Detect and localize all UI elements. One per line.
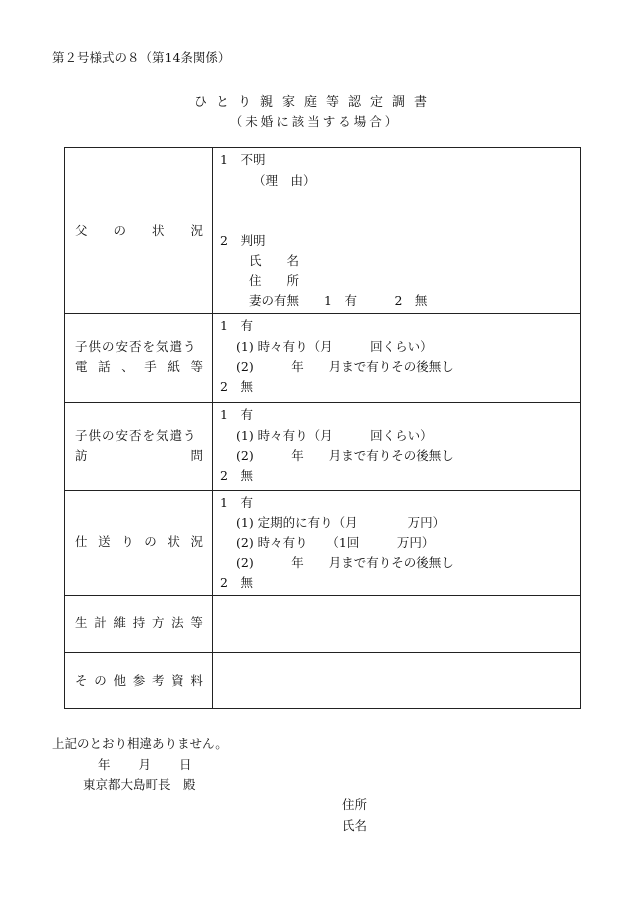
phone-yes: 1 有 — [220, 318, 253, 333]
livelihood-label — [75, 613, 203, 633]
father-name-field: 氏 名 — [249, 253, 300, 268]
visit-until: (2) 年 月まで有りその後無し — [236, 448, 454, 463]
label-char: り — [121, 534, 134, 549]
label-line1: 子供の安否を気遣う — [75, 428, 197, 443]
row-divider — [65, 313, 580, 314]
document-title: ひとり親家庭等認定調書 — [193, 95, 436, 110]
label-char: 状 — [167, 534, 180, 549]
label-char: 訪 — [75, 448, 88, 463]
phone-until: (2) 年 月まで有りその後無し — [236, 359, 454, 374]
visit-yes: 1 有 — [220, 407, 253, 422]
label-line — [75, 221, 203, 241]
date-line: 年 月 日 — [98, 757, 193, 772]
visit-no: 2 無 — [220, 468, 253, 483]
phone-letter-label — [75, 337, 203, 377]
label-line — [75, 671, 203, 691]
row-divider — [65, 402, 580, 403]
label-char: の — [113, 223, 126, 238]
applicant-address-label: 住所 — [342, 797, 368, 812]
certification-table — [64, 147, 581, 709]
father-reason: （理 由） — [253, 173, 316, 188]
label-char: 他 — [113, 673, 126, 688]
label-char: 考 — [151, 673, 165, 688]
label-char: 問 — [190, 448, 203, 463]
label-line — [75, 532, 203, 552]
remittance-yes: 1 有 — [220, 495, 253, 510]
label-line — [75, 613, 203, 633]
father-unknown: 1 不明 — [220, 152, 266, 167]
label-char: 資 — [171, 673, 184, 688]
father-status-label — [75, 221, 203, 241]
father-known: 2 判明 — [220, 233, 266, 248]
recipient-line: 東京都大島町長 殿 — [83, 777, 196, 792]
other-reference-label — [75, 671, 203, 691]
label-char: 、 — [121, 359, 134, 374]
label-char: 話 — [98, 359, 111, 374]
label-char: 父 — [75, 223, 88, 238]
row-divider — [65, 652, 580, 653]
label-char: 方 — [151, 615, 165, 630]
label-char: 等 — [190, 615, 203, 630]
document-subtitle: （未婚に該当する場合） — [229, 114, 401, 129]
label-line — [75, 357, 203, 377]
label-char: 況 — [190, 223, 203, 238]
father-address-field: 住 所 — [249, 273, 300, 288]
label-char: 状 — [151, 223, 165, 238]
phone-sometimes: (1) 時々有り（月 回くらい） — [236, 339, 433, 354]
visit-label — [75, 426, 203, 466]
label-char: 料 — [190, 673, 203, 688]
remittance-label — [75, 532, 203, 552]
label-char: 生 — [75, 615, 88, 630]
label-char: 紙 — [167, 359, 180, 374]
label-char: 況 — [190, 534, 203, 549]
label-char: 電 — [75, 359, 88, 374]
label-char: そ — [75, 673, 88, 688]
row-divider — [65, 490, 580, 491]
phone-no: 2 無 — [220, 379, 253, 394]
row-divider — [65, 595, 580, 596]
label-line — [75, 337, 203, 357]
visit-sometimes: (1) 時々有り（月 回くらい） — [236, 428, 433, 443]
label-line1: 子供の安否を気遣う — [75, 339, 197, 354]
form-number: 第２号様式の８（第14条関係） — [52, 50, 231, 65]
column-divider — [212, 148, 213, 708]
applicant-name-label: 氏名 — [342, 818, 368, 833]
label-line — [75, 426, 203, 446]
label-char: 仕 — [75, 534, 88, 549]
label-char: 送 — [98, 534, 111, 549]
label-char: 計 — [94, 615, 107, 630]
label-char: の — [94, 673, 107, 688]
label-line — [75, 446, 203, 466]
remittance-until: (2) 年 月まで有りその後無し — [236, 555, 454, 570]
label-char: 法 — [171, 615, 184, 630]
father-wife-field: 妻の有無 1 有 2 無 — [249, 293, 428, 308]
remittance-regular: (1) 定期的に有り（月 万円） — [236, 515, 446, 530]
label-char: 等 — [190, 359, 203, 374]
label-char: の — [144, 534, 157, 549]
remittance-sometimes: (2) 時々有り （1回 万円） — [236, 535, 435, 550]
confirmation-text: 上記のとおり相違ありません。 — [52, 736, 228, 751]
label-char: 持 — [132, 615, 146, 630]
label-char: 参 — [132, 673, 146, 688]
remittance-no: 2 無 — [220, 575, 253, 590]
label-char: 維 — [113, 615, 126, 630]
label-char: 手 — [144, 359, 157, 374]
